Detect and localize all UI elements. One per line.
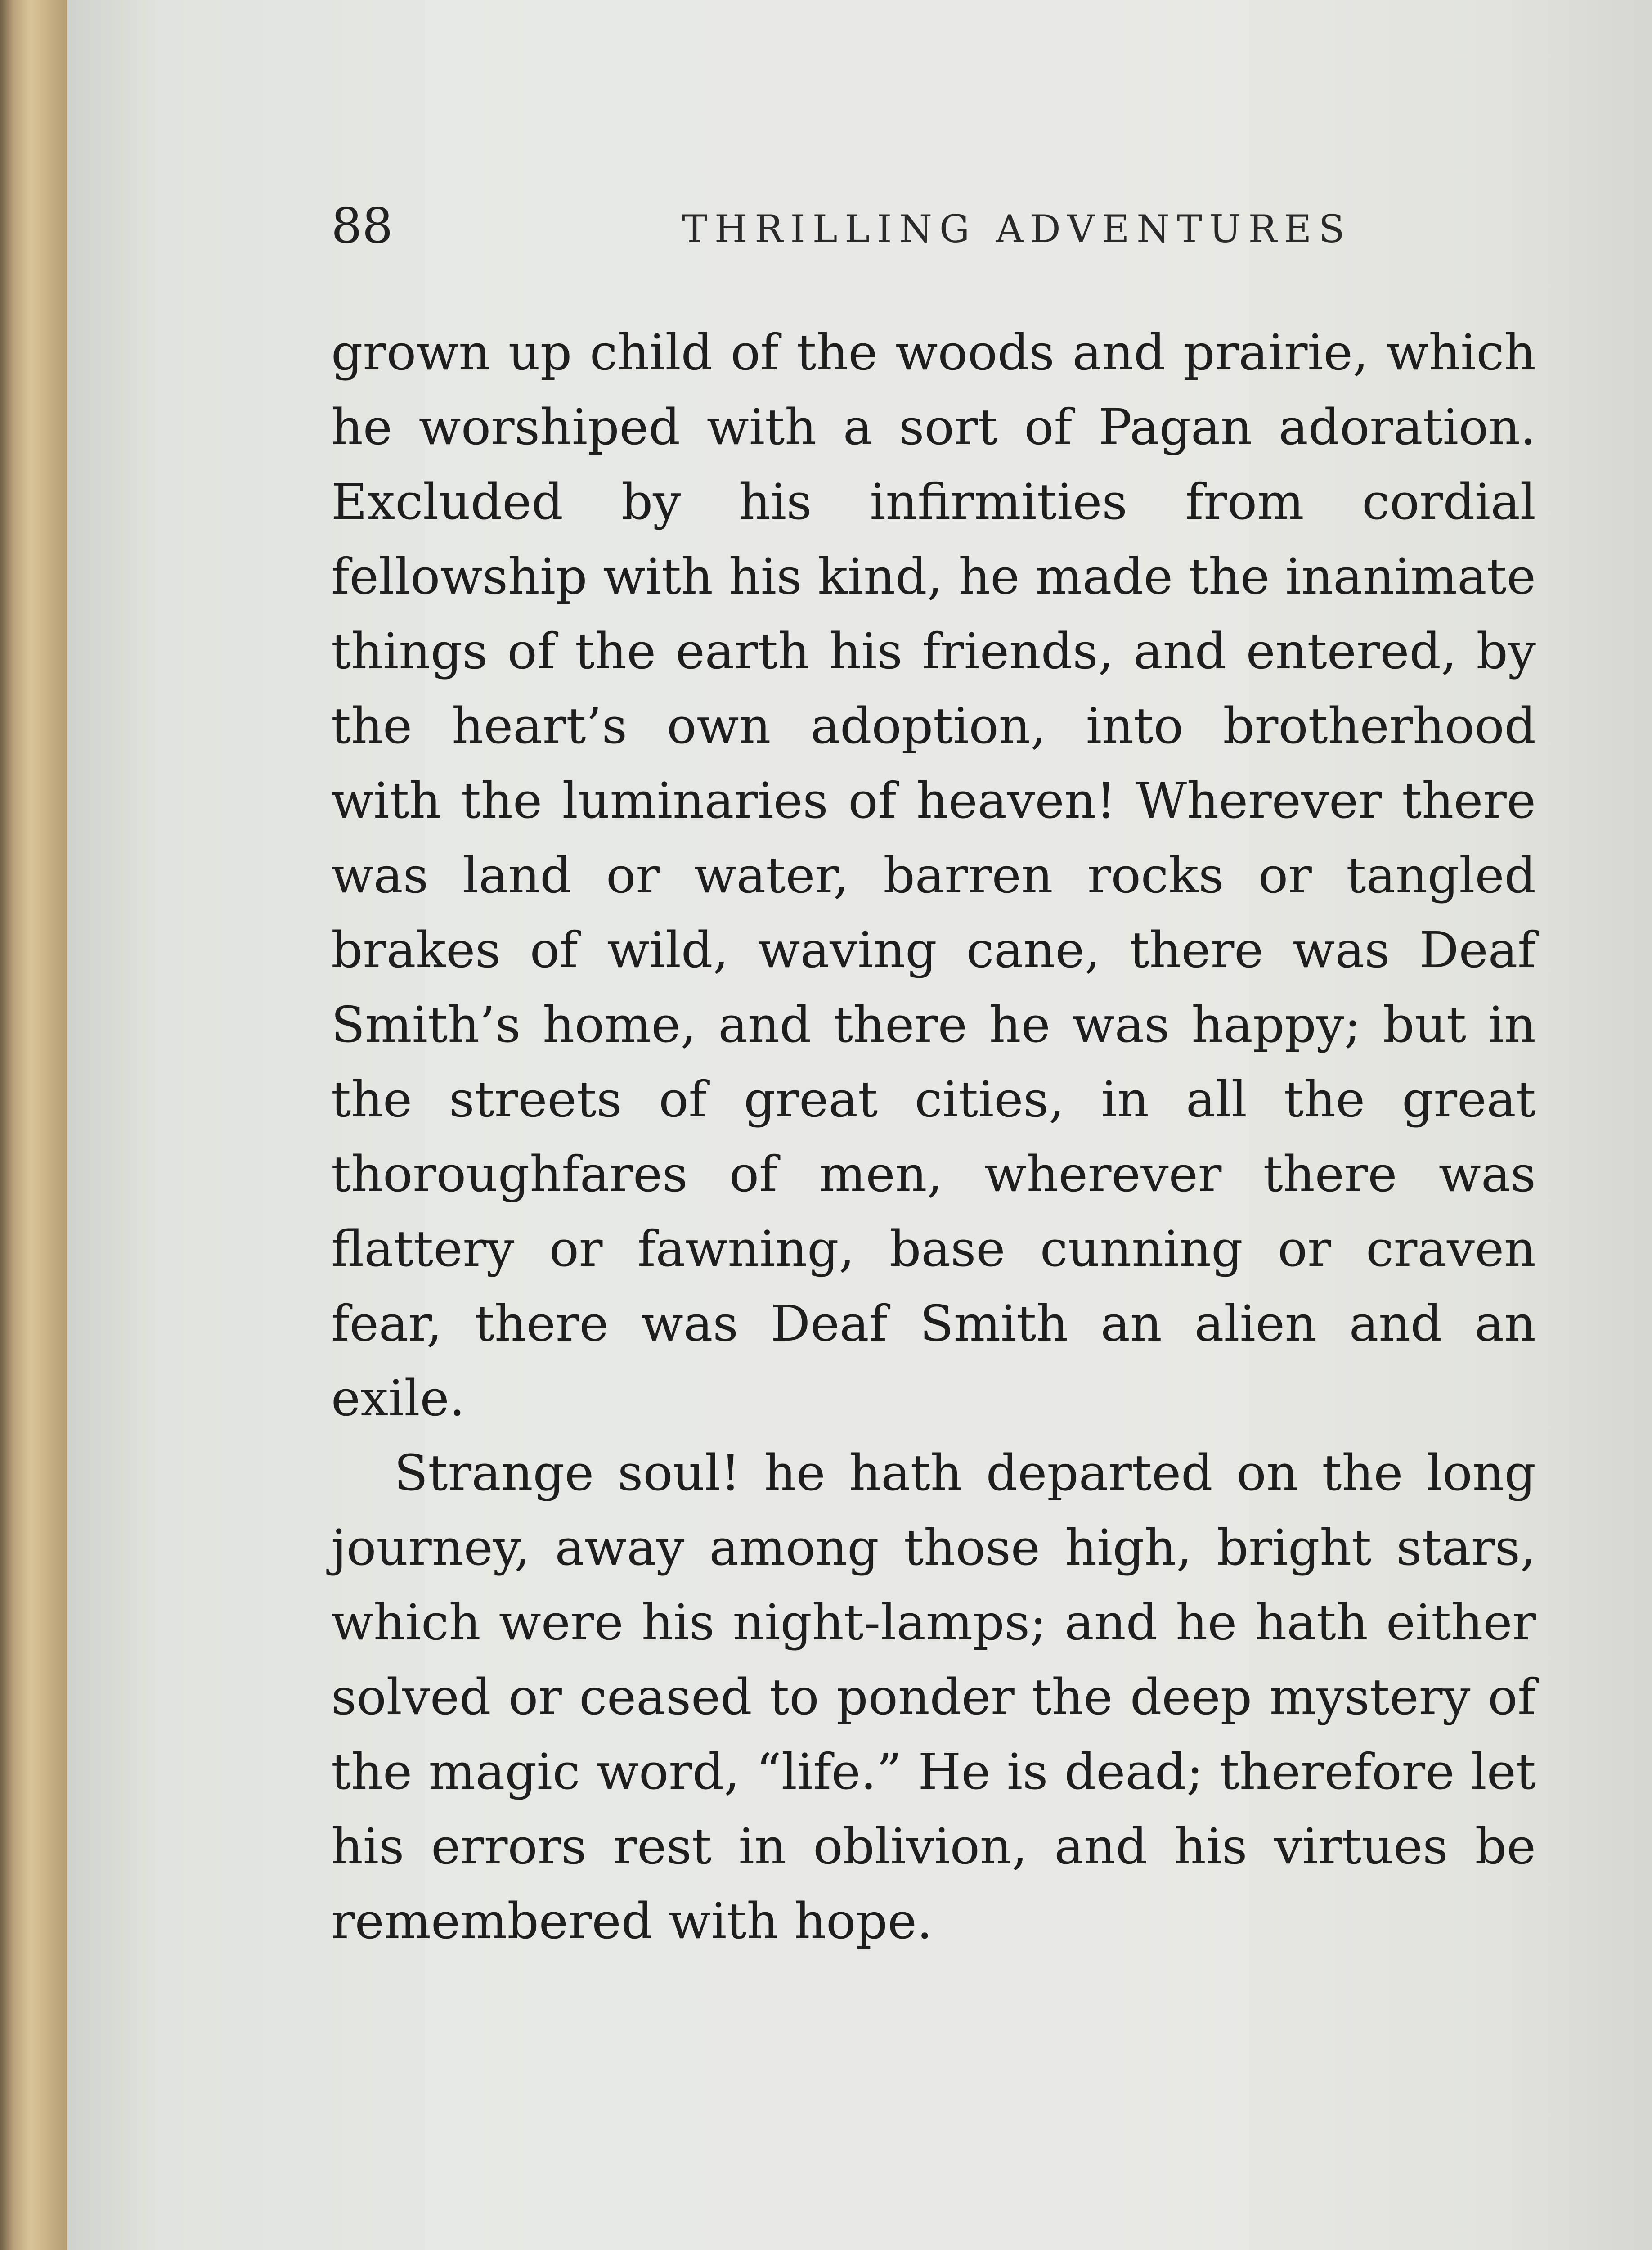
book-page xyxy=(67,0,1652,2250)
page-edge xyxy=(0,0,67,2250)
paragraph-1: grown up child of the woods and prairie, which he worshiped with a sort of Pagan adoration. Excluded by his infirmities from cordial fellowship with his kind, he made the inanimate things of the earth his friends, and entered, by the heart’s own adoption, into brotherhood with the luminaries of heaven! Wherever there was land or water, barren rocks or tangled brakes of wild, waving cane, there was Deaf Smith’s home, and there he was happy; but in the streets of great cities, in all the great thoroughfares of men, wherever there was flattery or fawning, base cunning or craven fear, there was Deaf Smith an alien and an exile. xyxy=(331,324,1536,1427)
page-header xyxy=(331,189,1501,261)
running-head: THRILLING ADVENTURES xyxy=(682,207,1352,251)
body-text xyxy=(331,315,1536,1958)
paragraph-2: Strange soul! he hath departed on the long journey, away among those high, bright stars, which were his night-lamps; and he hath either solved or ceased to ponder the deep mystery of the magic word, “life.” He is dead; therefore let his errors rest in oblivion, and his virtues be remembered with hope. xyxy=(331,1444,1536,1950)
page-number: 88 xyxy=(331,198,393,254)
